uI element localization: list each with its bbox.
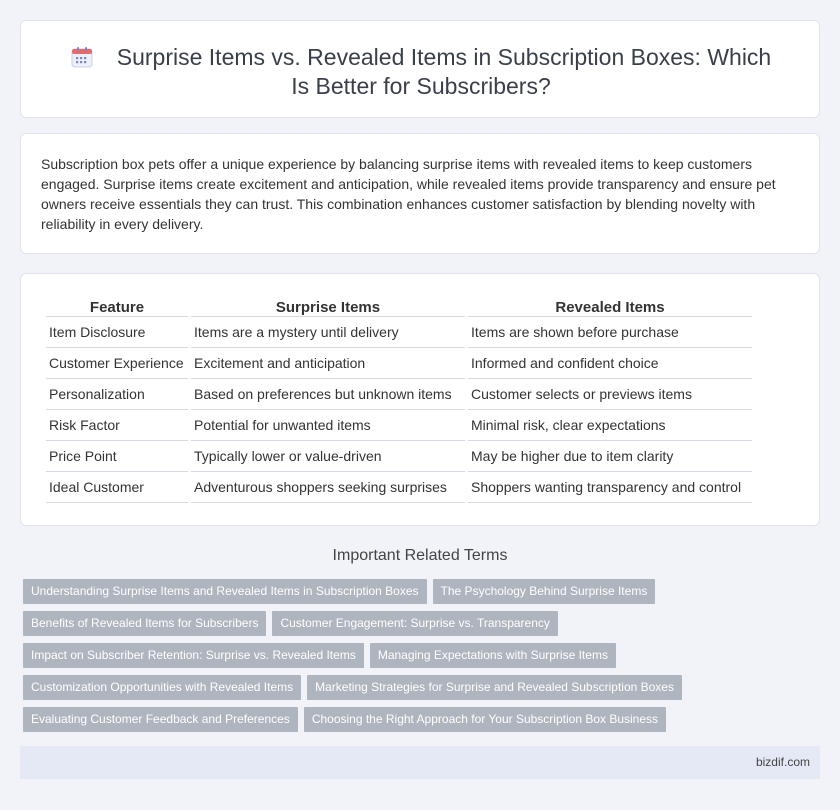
related-term-link[interactable]: Customer Engagement: Surprise vs. Transparency xyxy=(272,611,557,636)
intro-paragraph: Subscription box pets offer a unique experience by balancing surprise items with revealed items to keep customers engaged. Surprise items create excitement and anticipation, while revealed items provide transparency and ensure pet owners receive essentials they can trust. This combination enhances customer satisfaction by blending novelty with reliability in every delivery. xyxy=(41,156,776,232)
related-term-link[interactable]: The Psychology Behind Surprise Items xyxy=(433,579,656,604)
table-row xyxy=(46,472,752,503)
comparison-table xyxy=(43,294,755,503)
related-term-link[interactable]: Choosing the Right Approach for Your Subscription Box Business xyxy=(304,707,666,732)
table-row xyxy=(46,441,752,472)
table-cell: Customer selects or previews items xyxy=(468,379,752,410)
header-surprise-items: Surprise Items xyxy=(191,294,465,317)
tag-row xyxy=(23,643,823,675)
tag-row xyxy=(23,675,823,707)
table-cell: Items are shown before purchase xyxy=(468,317,752,348)
related-term-link[interactable]: Evaluating Customer Feedback and Preferences xyxy=(23,707,298,732)
related-term-link[interactable]: Managing Expectations with Surprise Items xyxy=(370,643,616,668)
table-header-row xyxy=(46,294,752,317)
table-row xyxy=(46,317,752,348)
header-feature: Feature xyxy=(46,294,188,317)
title-card xyxy=(20,20,820,118)
table-cell: Personalization xyxy=(46,379,188,410)
table-cell: Customer Experience xyxy=(46,348,188,379)
related-term-link[interactable]: Understanding Surprise Items and Revealed Items in Subscription Boxes xyxy=(23,579,427,604)
comparison-card xyxy=(20,273,820,526)
table-row xyxy=(46,410,752,441)
table-cell: Shoppers wanting transparency and control xyxy=(468,472,752,503)
table-cell: Items are a mystery until delivery xyxy=(191,317,465,348)
table-cell: May be higher due to item clarity xyxy=(468,441,752,472)
calendar-icon xyxy=(71,46,93,68)
table-cell: Ideal Customer xyxy=(46,472,188,503)
site-name[interactable]: bizdif.com xyxy=(755,755,810,769)
footer xyxy=(20,746,820,779)
table-cell: Minimal risk, clear expectations xyxy=(468,410,752,441)
tag-row xyxy=(23,611,823,643)
related-term-link[interactable]: Impact on Subscriber Retention: Surprise vs. Revealed Items xyxy=(23,643,364,668)
page-title xyxy=(21,43,821,101)
intro-card xyxy=(20,133,820,254)
tag-row xyxy=(23,707,823,739)
table-cell: Item Disclosure xyxy=(46,317,188,348)
table-cell: Adventurous shoppers seeking surprises xyxy=(191,472,465,503)
page-title-text: Surprise Items vs. Revealed Items in Subscription Boxes: Which Is Better for Subscribers? xyxy=(116,44,772,99)
table-row xyxy=(46,379,752,410)
table-cell: Based on preferences but unknown items xyxy=(191,379,465,410)
table-cell: Potential for unwanted items xyxy=(191,410,465,441)
table-cell: Typically lower or value-driven xyxy=(191,441,465,472)
related-term-link[interactable]: Customization Opportunities with Revealed Items xyxy=(23,675,301,700)
header-revealed-items: Revealed Items xyxy=(468,294,752,317)
tag-row xyxy=(23,579,823,611)
table-row xyxy=(46,348,752,379)
related-term-link[interactable]: Marketing Strategies for Surprise and Revealed Subscription Boxes xyxy=(307,675,682,700)
related-terms-title: Important Related Terms xyxy=(332,547,508,564)
table-cell: Informed and confident choice xyxy=(468,348,752,379)
related-term-link[interactable]: Benefits of Revealed Items for Subscribers xyxy=(23,611,266,636)
table-cell: Risk Factor xyxy=(46,410,188,441)
table-cell: Excitement and anticipation xyxy=(191,348,465,379)
related-terms-list xyxy=(23,579,823,739)
table-cell: Price Point xyxy=(46,441,188,472)
